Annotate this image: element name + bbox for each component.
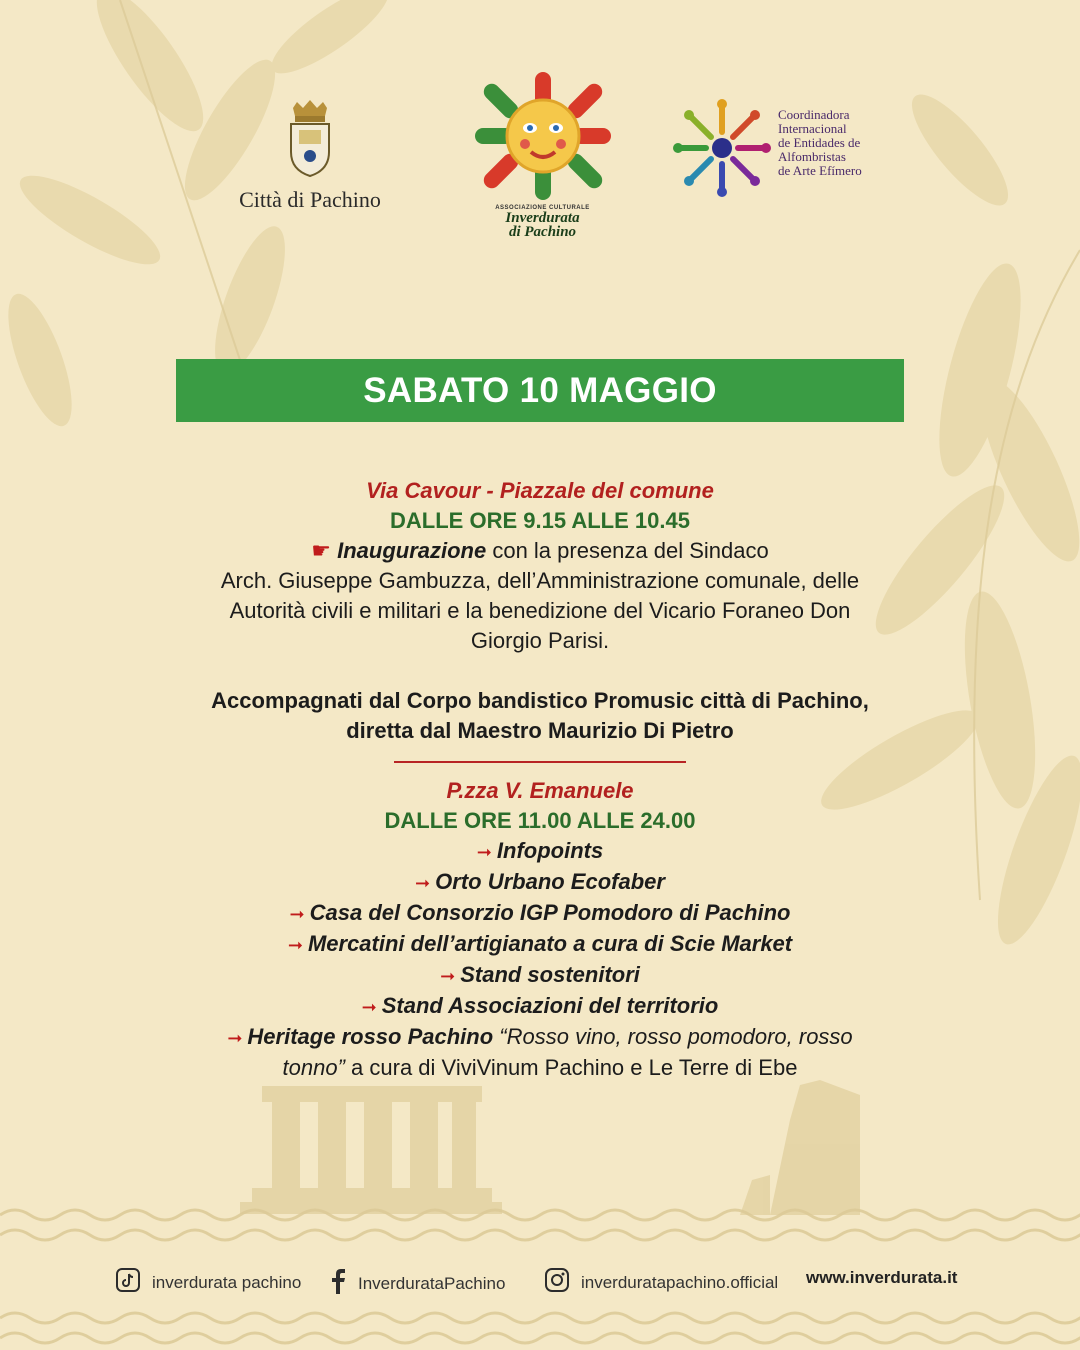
text-line: Arch. Giuseppe Gambuzza, dell’Amministrazione comunale, delle [220, 568, 860, 593]
facebook-icon [330, 1268, 346, 1299]
instagram-handle: inverduratapachino.official [581, 1272, 779, 1292]
arrow-icon: ➞ [361, 997, 377, 1017]
coordinadora-logo [672, 98, 882, 198]
venue-title: Via Cavour - Piazzale del comune [366, 478, 714, 503]
inauguration-line [150, 536, 930, 566]
list-item [150, 836, 930, 867]
social-footer [0, 1258, 1080, 1302]
coordinadora-line: de Entidades de [778, 135, 861, 150]
website-url: www.inverdurata.it [806, 1268, 958, 1287]
coordinadora-emblem-icon [672, 98, 772, 198]
list-item-label: Stand sostenitori [460, 962, 640, 987]
sun-mosaic-icon [473, 70, 613, 202]
coordinadora-line: Coordinadora [778, 107, 850, 122]
list-item-label: Casa del Consorzio IGP Pomodoro di Pachino [309, 900, 791, 925]
coordinadora-line: de Arte Efímero [778, 163, 862, 178]
hours-line: DALLE ORE 9.15 ALLE 10.45 [390, 508, 690, 533]
heritage-credits: a cura di ViviVinum Pachino e Le Terre di Ebe [344, 1055, 798, 1080]
text-line: Autorità civili e militari e la benedizione del Vicario Foraneo Don [229, 598, 851, 623]
venue-title: P.zza V. Emanuele [446, 778, 634, 803]
tiktok-handle: inverdurata pachino [152, 1272, 302, 1292]
coordinadora-text [778, 108, 862, 178]
text-line: Giorgio Parisi. [470, 628, 610, 653]
arrow-icon: ➞ [227, 1028, 243, 1048]
accompaniment-line: diretta dal Maestro Maurizio Di Pietro [346, 718, 734, 743]
arrow-icon: ➞ [415, 873, 431, 893]
website-link[interactable] [806, 1268, 957, 1288]
list-item [150, 960, 930, 991]
heritage-quote: “Rosso vino, rosso pomodoro, rosso [493, 1024, 853, 1049]
list-item-continuation [150, 1053, 930, 1083]
instagram-link[interactable] [545, 1268, 778, 1297]
arrow-icon: ➞ [476, 842, 492, 862]
logos-row [0, 70, 1080, 250]
inverdurata-name-line1: Inverdurata [505, 210, 580, 226]
city-logo [225, 100, 395, 213]
heritage-quote-end: tonno” [282, 1055, 345, 1080]
tiktok-link[interactable] [116, 1268, 301, 1297]
program-content [150, 476, 930, 1083]
city-crest-icon [285, 100, 335, 178]
section-divider [394, 761, 686, 763]
list-item-label: Infopoints [496, 838, 604, 863]
list-item-label: Mercatini dell’artigianato a cura di Scie Market [307, 931, 793, 956]
list-item-label: Orto Urbano Ecofaber [435, 869, 665, 894]
spacer [150, 656, 930, 686]
pointing-hand-icon: ☛ [311, 538, 331, 563]
heritage-title: Heritage rosso Pachino [247, 1024, 494, 1049]
arrow-icon: ➞ [440, 966, 456, 986]
hours-line: DALLE ORE 11.00 ALLE 24.00 [384, 808, 696, 833]
coordinadora-line: Alfombristas [778, 149, 846, 164]
city-name: Città di Pachino [239, 187, 381, 212]
facebook-handle: InverdurataPachino [358, 1273, 506, 1293]
date-banner: SABATO 10 MAGGIO [176, 359, 904, 422]
list-item [150, 1022, 930, 1053]
accompaniment-line: Accompagnati dal Corpo bandistico Promusic città di Pachino, [211, 688, 869, 713]
list-item-label: Stand Associazioni del territorio [381, 993, 719, 1018]
facebook-link[interactable] [330, 1268, 505, 1299]
inverdurata-name-line2: di Pachino [508, 224, 577, 240]
tiktok-icon [116, 1268, 140, 1297]
inauguration-label: Inaugurazione [337, 538, 487, 563]
arrow-icon: ➞ [287, 935, 303, 955]
list-item [150, 867, 930, 898]
list-item [150, 991, 930, 1022]
arrow-icon: ➞ [289, 904, 305, 924]
inverdurata-association-label: ASSOCIAZIONE CULTURALE [495, 205, 590, 211]
list-item [150, 898, 930, 929]
inauguration-text: con la presenza del Sindaco [486, 538, 769, 563]
coordinadora-line: Internacional [778, 121, 847, 136]
list-item [150, 929, 930, 960]
inverdurata-logo [470, 70, 615, 239]
instagram-icon [545, 1268, 569, 1297]
